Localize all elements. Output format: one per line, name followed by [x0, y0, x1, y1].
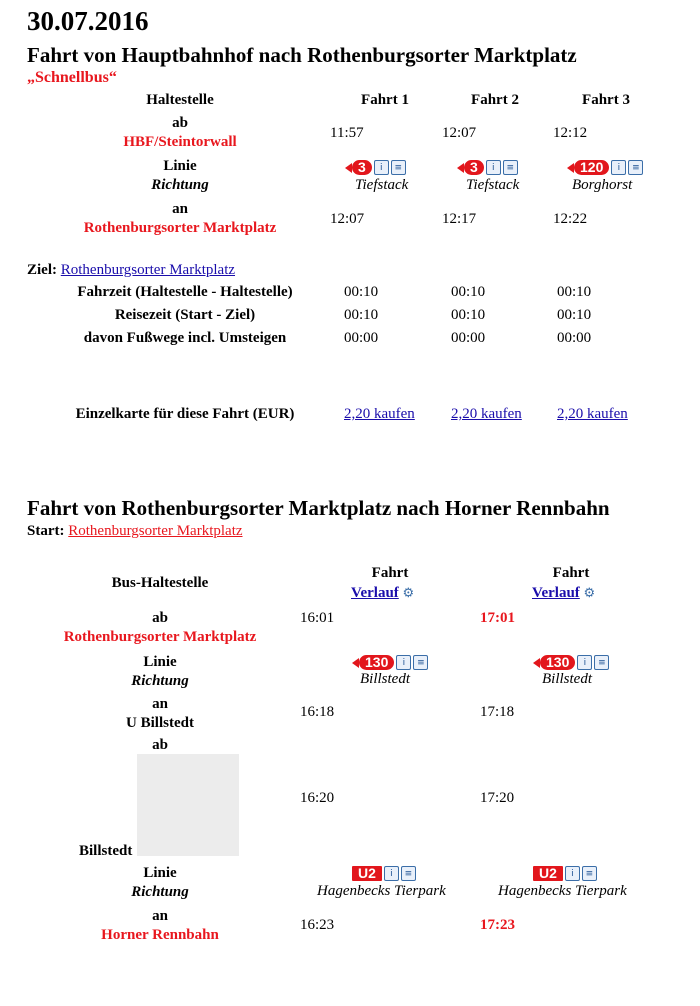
transfer-stop: U Billstedt [126, 715, 194, 731]
u-line-number: U2 [352, 866, 382, 881]
trip-a-bus-direction: Billstedt [360, 671, 410, 687]
trip2-direction: Tiefstack [466, 177, 520, 193]
info-icon[interactable]: i [486, 160, 501, 175]
trip-a-departure-transfer: 16:20 [300, 790, 335, 806]
s2-origin-stop: Rothenburgsorter Marktplatz [63, 629, 257, 645]
ticket-icon[interactable]: ≡ [391, 160, 406, 175]
richtung-label: Richtung [151, 177, 209, 193]
trip2-fahrzeit: 00:10 [451, 284, 486, 300]
trip-a-u-badge[interactable] [352, 866, 416, 881]
header-haltestelle: Haltestelle [146, 92, 214, 108]
ticket-label: Einzelkarte für diese Fahrt (EUR) [75, 406, 295, 422]
start-label: Start: [27, 523, 65, 539]
trip-a-arrival-transfer: 16:18 [300, 704, 335, 720]
trip-b-arrival-transfer: 17:18 [480, 704, 515, 720]
info-icon[interactable]: i [577, 655, 592, 670]
s2-linie2-label: Linie [143, 865, 177, 881]
map-image-placeholder [137, 754, 239, 856]
start-link[interactable]: Rothenburgsorter Marktplatz [68, 523, 243, 539]
bus-haltestelle-header: Bus-Haltestelle [111, 575, 209, 591]
linie-label: Linie [163, 158, 197, 174]
trip1-departure: 11:57 [330, 125, 364, 141]
trip3-buy-ticket-link[interactable]: 2,20 kaufen [557, 406, 628, 422]
bus-line-number: 3 [464, 160, 484, 175]
s2-linie-label: Linie [143, 654, 177, 670]
section1-title: Fahrt von Hauptbahnhof nach Rothenburgsorter Marktplatz [27, 43, 577, 67]
an-label: an [172, 201, 188, 217]
fahrzeit-label: Fahrzeit (Haltestelle - Haltestelle) [77, 284, 293, 300]
trip1-fahrzeit: 00:10 [344, 284, 379, 300]
trip-b-fahrt-header: Fahrt [552, 565, 590, 581]
header-fahrt3: Fahrt 3 [582, 92, 630, 108]
trip-a-departure: 16:01 [300, 610, 335, 626]
u-line-number: U2 [533, 866, 563, 881]
trip-b-arrival: 17:23 [480, 917, 515, 933]
info-icon[interactable]: i [611, 160, 626, 175]
s2-richtung-label: Richtung [131, 673, 189, 689]
trip-b-bus-direction: Billstedt [542, 671, 592, 687]
trip3-direction: Borghorst [572, 177, 633, 193]
s2-an2-label: an [152, 908, 168, 924]
trip2-reisezeit: 00:10 [451, 307, 486, 323]
trip1-fussweg: 00:00 [344, 330, 379, 346]
s2-richtung2-label: Richtung [131, 884, 189, 900]
ziel-row [27, 262, 235, 279]
route-map-icon[interactable]: ⚙ [402, 585, 415, 600]
route-map-icon[interactable]: ⚙ [583, 585, 596, 600]
info-icon[interactable]: i [374, 160, 389, 175]
header-fahrt2: Fahrt 2 [471, 92, 519, 108]
date-heading: 30.07.2016 [27, 6, 149, 36]
trip1-direction: Tiefstack [355, 177, 409, 193]
trip2-buy-ticket-link[interactable]: 2,20 kaufen [451, 406, 522, 422]
trip2-departure: 12:07 [442, 125, 477, 141]
bus-line-number: 120 [574, 160, 609, 175]
trip3-departure: 12:12 [553, 125, 588, 141]
trip-a-fahrt-header: Fahrt [371, 565, 409, 581]
trip-b-departure-transfer: 17:20 [480, 790, 515, 806]
section1-subtitle: „Schnellbus“ [27, 69, 117, 86]
trip1-reisezeit: 00:10 [344, 307, 379, 323]
trip-b-departure: 17:01 [480, 610, 515, 626]
bus-line-number: 130 [359, 655, 394, 670]
trip3-fahrzeit: 00:10 [557, 284, 592, 300]
origin-stop: HBF/Steintorwall [123, 134, 237, 150]
s2-an-label: an [152, 696, 168, 712]
trip-a-u-direction: Hagenbecks Tierpark [317, 883, 446, 899]
trip3-arrival: 12:22 [553, 211, 588, 227]
ziel-label: Ziel: [27, 262, 57, 278]
trip2-fussweg: 00:00 [451, 330, 486, 346]
bus-line-number: 3 [352, 160, 372, 175]
final-stop: Horner Rennbahn [101, 927, 219, 943]
trip2-arrival: 12:17 [442, 211, 477, 227]
trip-a-verlauf-link[interactable]: Verlauf [351, 585, 399, 601]
trip3-reisezeit: 00:10 [557, 307, 592, 323]
info-icon[interactable]: i [565, 866, 580, 881]
header-fahrt1: Fahrt 1 [361, 92, 409, 108]
trip-b-verlauf-link[interactable]: Verlauf [532, 585, 580, 601]
trip-a-bus-badge[interactable] [359, 655, 428, 670]
trip2-line-badge[interactable] [464, 160, 518, 175]
trip1-arrival: 12:07 [330, 211, 365, 227]
trip-a-verlauf [351, 585, 414, 602]
ticket-icon[interactable]: ≡ [582, 866, 597, 881]
start-row [27, 523, 243, 540]
info-icon[interactable]: i [384, 866, 399, 881]
billstedt-label: Billstedt [79, 843, 133, 859]
ticket-icon[interactable]: ≡ [413, 655, 428, 670]
trip3-line-badge[interactable] [574, 160, 643, 175]
ticket-icon[interactable]: ≡ [401, 866, 416, 881]
trip1-line-badge[interactable] [352, 160, 406, 175]
fussweg-label: davon Fußwege incl. Umsteigen [83, 330, 287, 346]
ticket-icon[interactable]: ≡ [503, 160, 518, 175]
trip-b-u-direction: Hagenbecks Tierpark [498, 883, 627, 899]
ziel-link[interactable]: Rothenburgsorter Marktplatz [60, 262, 236, 278]
reisezeit-label: Reisezeit (Start - Ziel) [114, 307, 256, 323]
trip1-buy-ticket-link[interactable]: 2,20 kaufen [344, 406, 415, 422]
info-icon[interactable]: i [396, 655, 411, 670]
trip3-fussweg: 00:00 [557, 330, 592, 346]
ticket-icon[interactable]: ≡ [628, 160, 643, 175]
trip-b-bus-badge[interactable] [540, 655, 609, 670]
bus-line-number: 130 [540, 655, 575, 670]
trip-a-arrival: 16:23 [300, 917, 335, 933]
destination-stop: Rothenburgsorter Marktplatz [83, 220, 277, 236]
ab-label: ab [172, 115, 188, 131]
section2-title: Fahrt von Rothenburgsorter Marktplatz nach Horner Rennbahn [27, 496, 610, 520]
ticket-icon[interactable]: ≡ [594, 655, 609, 670]
s2-ab2-label: ab [152, 737, 168, 753]
trip-b-u-badge[interactable] [533, 866, 597, 881]
trip-b-verlauf [532, 585, 595, 602]
s2-ab-label: ab [152, 610, 168, 626]
